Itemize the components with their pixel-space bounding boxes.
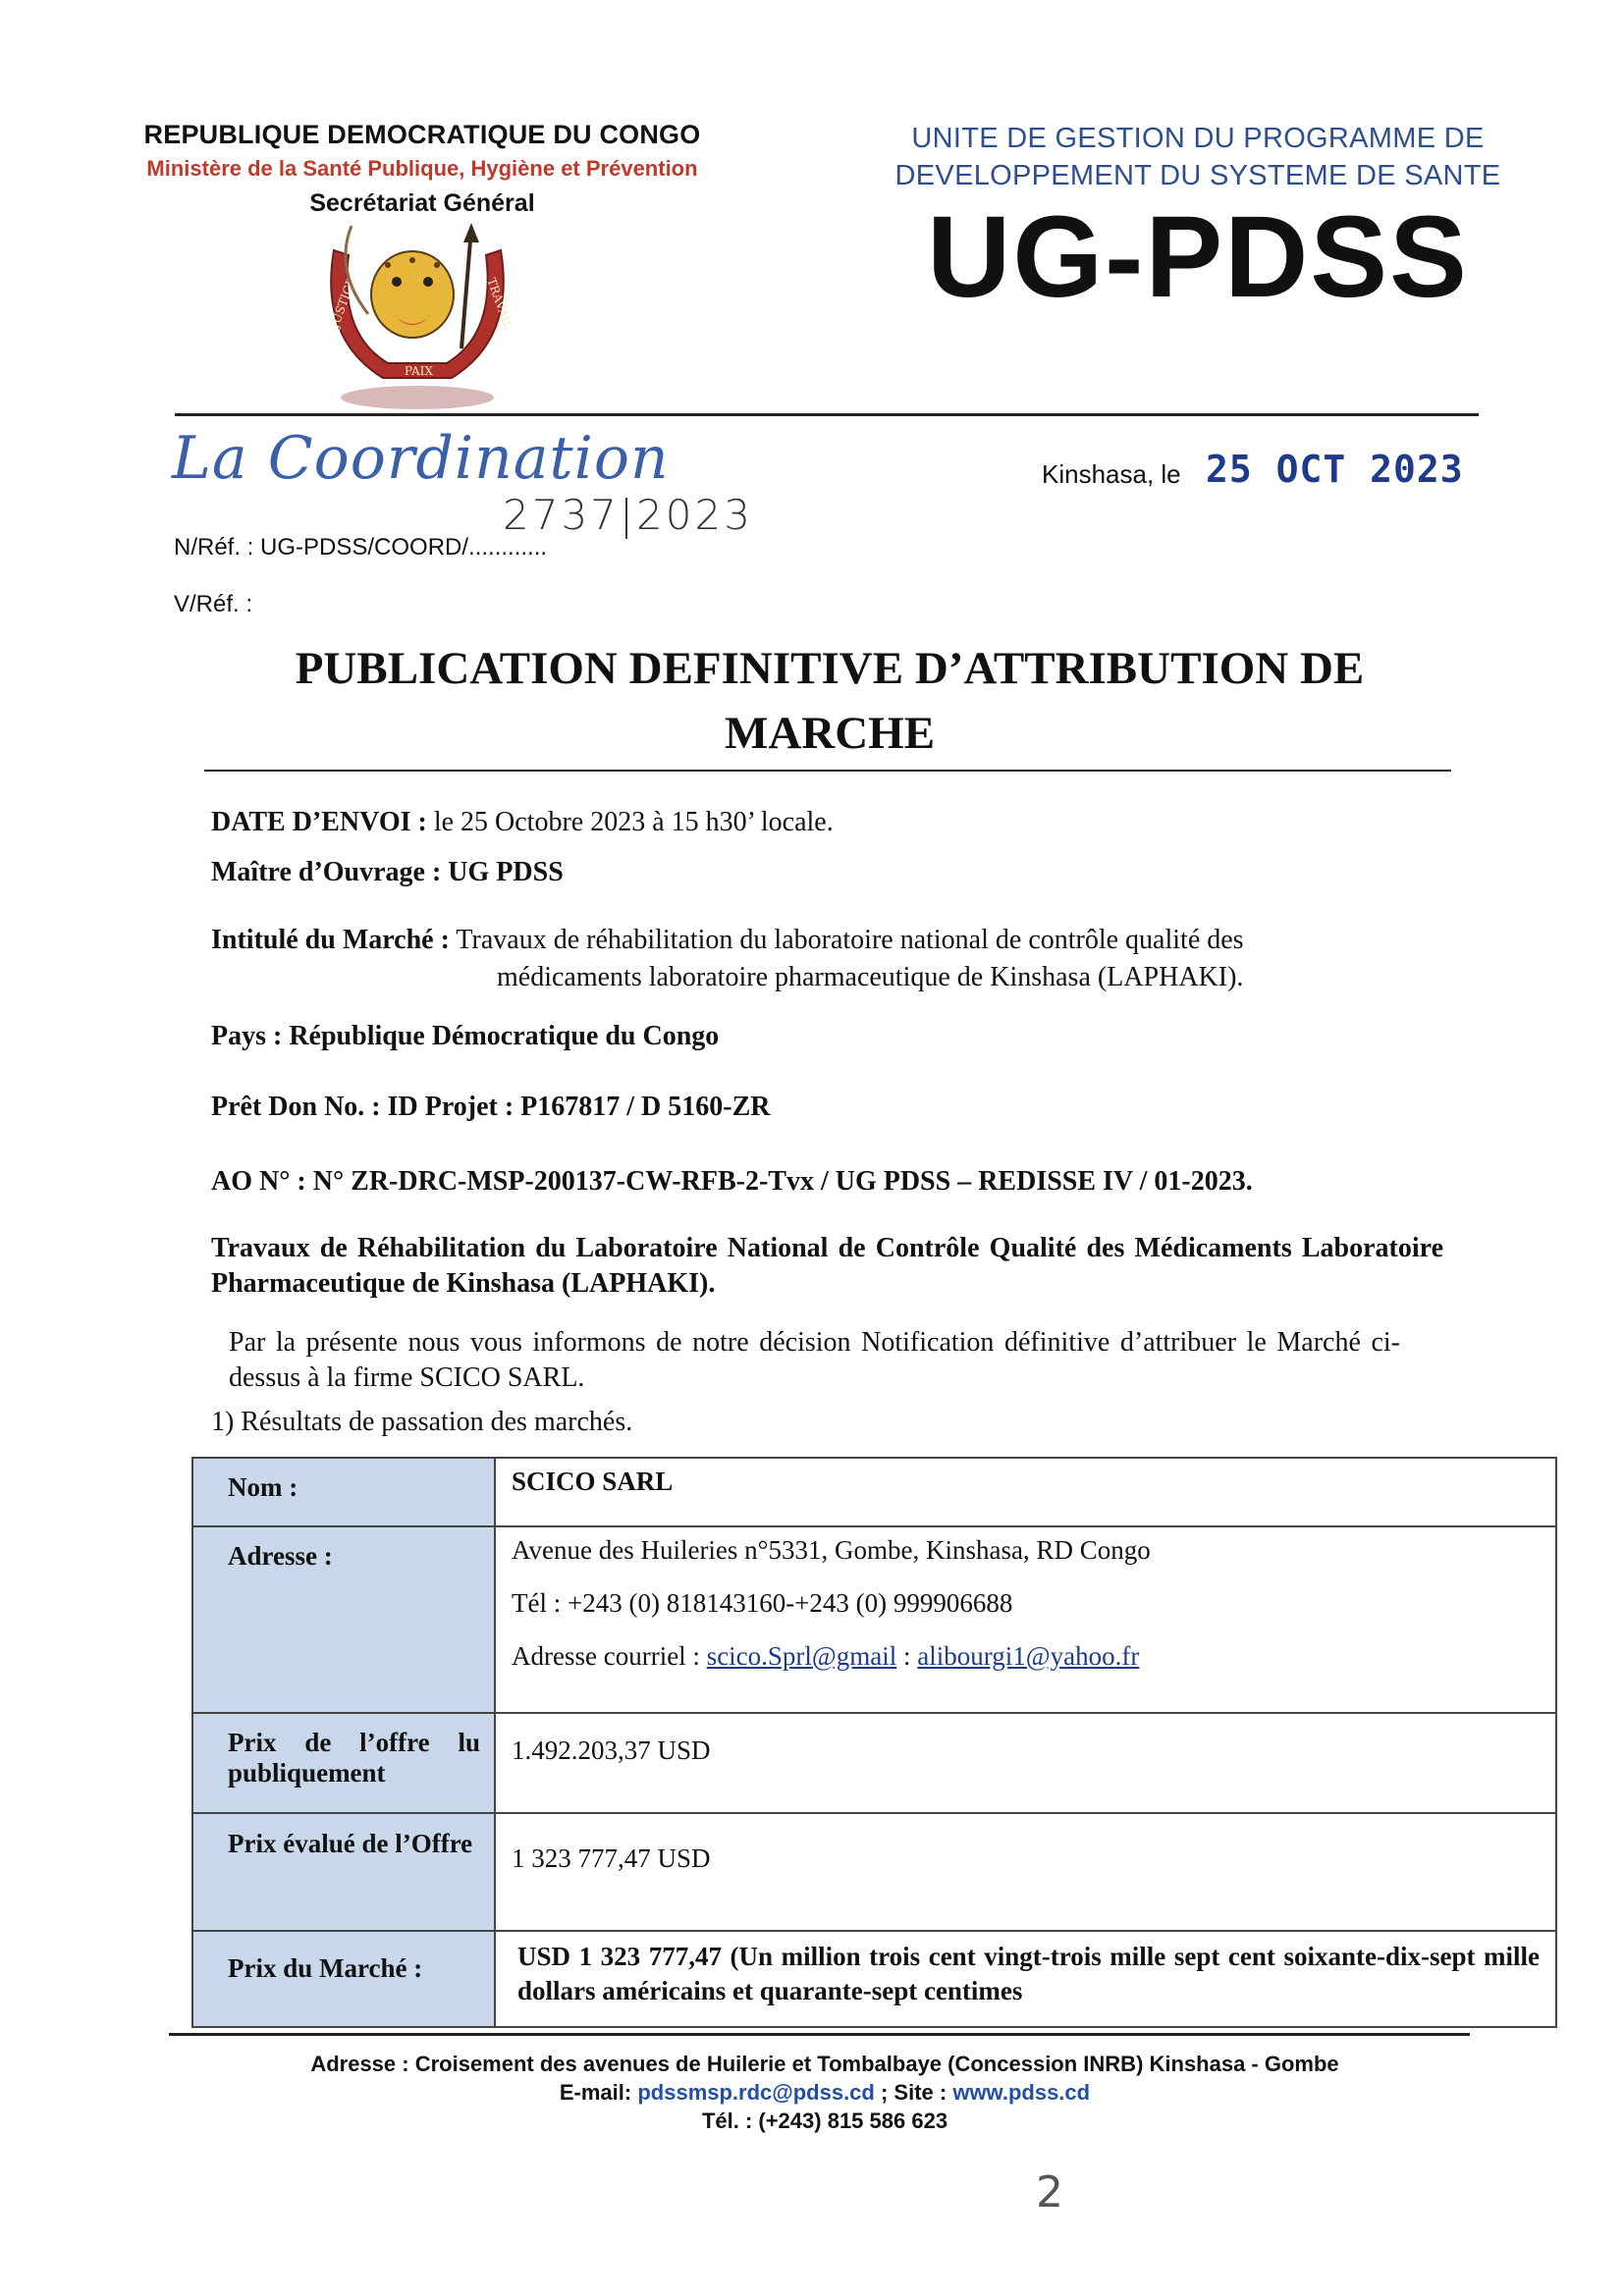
prix-evalue-label: Prix évalué de l’Offre bbox=[192, 1813, 495, 1931]
footer-site-link[interactable]: www.pdss.cd bbox=[952, 2080, 1091, 2105]
footer-telephone: Tél. : (+243) 815 586 623 bbox=[701, 2109, 948, 2133]
street-address: Avenue des Huileries n°5331, Gombe, Kinshasa, RD Congo bbox=[512, 1535, 1151, 1565]
travaux-description: Travaux de Réhabilitation du Laboratoire National de Contrôle Qualité des Médicaments Laboratoire Pharmaceutique de Kinshasa (LAPHAKI). bbox=[211, 1233, 1443, 1299]
header-left bbox=[88, 120, 756, 218]
intitule-label: Intitulé du Marché : bbox=[211, 925, 450, 955]
table-row bbox=[192, 1931, 1556, 2027]
table-row bbox=[192, 1526, 1556, 1713]
footer-address: Adresse : Croisement des avenues de Huilerie et Tombalbaye (Concession INRB) Kinshasa - Gombe bbox=[310, 2052, 1339, 2076]
prix-lu-label: Prix de l’offre lu publiquement bbox=[192, 1713, 495, 1813]
footer-email-link[interactable]: pdssmsp.rdc@pdss.cd bbox=[637, 2080, 875, 2105]
email-link-1[interactable]: scico.Sprl@gmail bbox=[706, 1641, 897, 1671]
notification-paragraph: Par la présente nous vous informons de notre décision Notification définitive d’attribuer le Marché ci-dessus à la firme SCICO SARL. bbox=[229, 1327, 1400, 1393]
results-heading: 1) Résultats de passation des marchés. bbox=[211, 1407, 633, 1437]
adresse-value bbox=[495, 1526, 1556, 1713]
pays-text: Pays : République Démocratique du Congo bbox=[211, 1021, 720, 1051]
email-label: Adresse courriel : bbox=[512, 1641, 707, 1671]
nom-value: SCICO SARL bbox=[495, 1458, 1556, 1526]
table-row bbox=[192, 1458, 1556, 1526]
prix-evalue-value: 1 323 777,47 USD bbox=[495, 1813, 1556, 1931]
ao-number-field bbox=[211, 1166, 1253, 1198]
email-link-2[interactable]: alibourgi1@yahoo.fr bbox=[917, 1641, 1140, 1671]
intitule-field bbox=[211, 925, 1468, 956]
handwritten-reference-number: 2737|2023 bbox=[503, 491, 753, 539]
pret-don-text: Prêt Don No. : ID Projet : P167817 / D 5160-ZR bbox=[211, 1092, 771, 1122]
footer-divider bbox=[169, 2033, 1470, 2036]
nom-label: Nom : bbox=[192, 1458, 495, 1526]
banner-right-text: TRAVAIL bbox=[484, 276, 515, 332]
title-divider bbox=[204, 770, 1451, 772]
footer-site-label: ; Site : bbox=[874, 2080, 953, 2105]
date-value: le 25 Octobre 2023 à 15 h30’ locale. bbox=[426, 807, 834, 837]
header-divider bbox=[175, 413, 1479, 416]
pret-don-field bbox=[211, 1092, 771, 1123]
coordination-signature-title: La Coordination bbox=[172, 424, 670, 493]
footer bbox=[177, 2050, 1473, 2135]
ao-number-text: AO N° : N° ZR-DRC-MSP-200137-CW-RFB-2-Tvx / UG PDSS – REDISSE IV / 01-2023. bbox=[211, 1166, 1253, 1197]
table-row bbox=[192, 1713, 1556, 1813]
email-separator: : bbox=[896, 1641, 918, 1671]
date-field bbox=[211, 807, 834, 838]
banner-left-text: JUSTICE bbox=[327, 275, 359, 331]
date-label: DATE D’ENVOI : bbox=[211, 807, 427, 837]
date-stamp: 25 OCT 2023 bbox=[1206, 448, 1464, 491]
country-name: REPUBLIQUE DEMOCRATIQUE DU CONGO bbox=[143, 120, 701, 149]
banner-bottom-text: PAIX bbox=[405, 364, 433, 378]
coat-of-arms-emblem bbox=[314, 221, 520, 412]
pays-field bbox=[211, 1021, 719, 1052]
handwritten-page-number: 2 bbox=[1036, 2167, 1063, 2217]
your-reference: V/Réf. : bbox=[174, 591, 253, 617]
ministry-name: Ministère de la Santé Publique, Hygiène et Prévention bbox=[146, 156, 698, 181]
header-right bbox=[884, 120, 1512, 322]
prix-lu-value: 1.492.203,37 USD bbox=[495, 1713, 1556, 1813]
intitule-value: Travaux de réhabilitation du laboratoire national de contrôle qualité des bbox=[449, 925, 1244, 955]
prix-marche-label: Prix du Marché : bbox=[192, 1931, 495, 2027]
footer-contact-line bbox=[177, 2078, 1473, 2107]
telephone-line: Tél : +243 (0) 818143160-+243 (0) 999906688 bbox=[512, 1588, 1013, 1618]
intitule-value-line2: médicaments laboratoire pharmaceutique de Kinshasa (LAPHAKI). bbox=[497, 962, 1244, 992]
ug-pdss-logo-text: UG-PDSS bbox=[927, 192, 1469, 322]
maitre-ouvrage-field bbox=[211, 857, 564, 888]
document-title bbox=[177, 636, 1483, 766]
footer-email-label: E-mail: bbox=[559, 2080, 638, 2105]
unit-name-line2: DEVELOPPEMENT DU SYSTEME DE SANTE bbox=[894, 160, 1501, 191]
place-date-label: Kinshasa, le bbox=[1042, 459, 1181, 489]
email-line bbox=[512, 1641, 1540, 1672]
prix-marche-value: USD 1 323 777,47 (Un million trois cent vingt-trois mille sept cent soixante-dix-sept mille dollars américains et quarante-sept centimes bbox=[495, 1931, 1556, 2027]
adresse-label: Adresse : bbox=[192, 1526, 495, 1713]
title-line-1: PUBLICATION DEFINITIVE D’ATTRIBUTION DE bbox=[295, 643, 1365, 694]
unit-name-line1: UNITE DE GESTION DU PROGRAMME DE bbox=[911, 123, 1485, 154]
our-reference: N/Réf. : UG-PDSS/COORD/............ bbox=[174, 534, 548, 561]
table-row bbox=[192, 1813, 1556, 1931]
award-results-table bbox=[191, 1457, 1557, 2028]
secretariat-name: Secrétariat Général bbox=[309, 189, 535, 217]
title-line-2: MARCHE bbox=[724, 708, 936, 759]
maitre-ouvrage-text: Maître d’Ouvrage : UG PDSS bbox=[211, 857, 564, 887]
